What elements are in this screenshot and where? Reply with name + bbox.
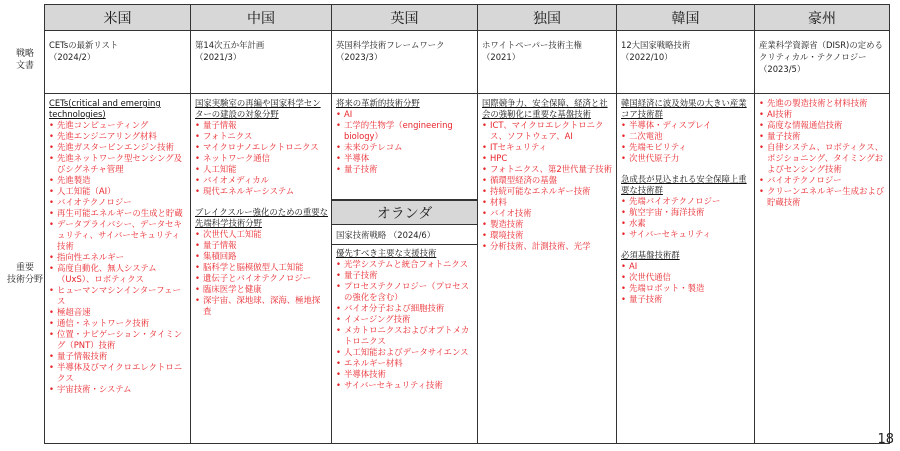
list-item: • 半導体・ディスプレイ — [621, 120, 751, 131]
list-item: • ヒューマンマシンインターフェース — [49, 285, 187, 307]
cell-nl — [331, 245, 478, 444]
cell-us — [44, 94, 191, 444]
cell-uk — [331, 94, 478, 200]
doc-kr: 12大国家戦略技術 （2022/10） — [616, 31, 755, 94]
doc-cn: 第14次五か年計画 （2021/3） — [190, 31, 332, 94]
row-label-doc: 戦略 文書 — [15, 49, 34, 71]
doc-nl: 国家技術戦略 （2024/6） — [331, 225, 478, 245]
au-list — [759, 98, 886, 208]
doc-de: ホワイトペーパー技術主権 （2021） — [477, 31, 617, 94]
list-item: • 次世代原子力 — [621, 153, 751, 164]
cn-section2-title: ブレイクスルー強化のための重要な先端科学技術分野 — [195, 207, 328, 228]
list-item: • 指向性エネルギー — [49, 252, 187, 263]
list-item: • 通信・ネットワーク技術 — [49, 318, 187, 329]
kr-list2 — [621, 196, 751, 240]
list-item: • バイオ分子および細胞技術 — [336, 303, 474, 314]
de-list — [482, 120, 613, 252]
list-item: • 人工知能（AI） — [49, 186, 187, 197]
list-item: • 集積回路 — [195, 251, 328, 262]
list-item: • 量子情報 — [195, 240, 328, 251]
list-item: • 人工知能 — [195, 164, 328, 175]
list-item: • HPC — [482, 153, 613, 164]
header-kr: 韓国 — [616, 4, 755, 31]
list-item: • 先端バイオテクノロジー — [621, 196, 751, 207]
list-item: • バイオテクノロジー — [759, 175, 886, 186]
list-item: • 高度自動化、無人システム（UxS）、ロボティクス — [49, 263, 187, 285]
list-item: • サイバーセキュリティ技術 — [336, 380, 474, 391]
list-item: • 先端モビリティ — [621, 142, 751, 153]
list-item: • 先進エンジニアリング材料 — [49, 131, 187, 142]
list-item: • 次世代通信 — [621, 272, 751, 283]
list-item: • 再生可能エネルギーの生成と貯蔵 — [49, 208, 187, 219]
page-number: 18 — [877, 432, 894, 447]
kr-list1 — [621, 120, 751, 164]
uk-section-title: 将来の革新的技術分野 — [336, 98, 420, 108]
list-item: • 人工知能およびデータサイエンス — [336, 347, 474, 358]
list-item: • 水素 — [621, 218, 751, 229]
kr-section2-title: 急成長が見込まれる安全保障上重要な技術群 — [621, 174, 747, 195]
list-item: • 量子情報 — [195, 120, 328, 131]
list-item: • AI技術 — [759, 109, 886, 120]
cell-cn — [190, 94, 332, 444]
list-item: • エネルギー材料 — [336, 358, 474, 369]
list-item: • 次世代人工知能 — [195, 229, 328, 240]
list-item: • 極超音速 — [49, 307, 187, 318]
list-item: • 臨床医学と健康 — [195, 284, 328, 295]
list-item: • 自律システム、ロボティクス、ポジショニング、タイミングおよびセンシング技術 — [759, 142, 886, 175]
list-item: • イメージング技術 — [336, 314, 474, 325]
header-de: 独国 — [477, 4, 617, 31]
cell-au — [754, 94, 890, 444]
header-us: 米国 — [44, 4, 191, 31]
list-item: • 先進ガスタービンエンジン技術 — [49, 142, 187, 153]
list-item: • 先進コンピューティング — [49, 120, 187, 131]
list-item: • ネットワーク通信 — [195, 153, 328, 164]
list-item: • バイオメディカル — [195, 175, 328, 186]
kr-section3-title: 必須基盤技術群 — [621, 250, 680, 260]
list-item: • 先端ロボット・製造 — [621, 283, 751, 294]
list-item: • プロセステクノロジー（プロセスの強化を含む） — [336, 281, 474, 303]
list-item: • 半導体技術 — [336, 369, 474, 380]
kr-section1-title: 韓国経済に波及効果の大きい産業コア技術群 — [621, 98, 747, 119]
doc-uk: 英国科学技術フレームワーク（2023/3） — [331, 31, 478, 94]
comparison-table — [6, 4, 890, 444]
cn-list2 — [195, 229, 328, 317]
cn-section1-title: 国家実験室の再編や国家科学センターの建設の対象分野 — [195, 98, 321, 119]
header-au: 豪州 — [754, 4, 890, 31]
list-item: • 先進ネットワーク型センシング及びシグネチャ管理 — [49, 153, 187, 175]
list-item: • 量子技術 — [621, 294, 751, 305]
list-item: • メカトロニクスおよびオプトメカトロニクス — [336, 325, 474, 347]
list-item: • 量子技術 — [336, 270, 474, 281]
us-list — [49, 120, 187, 395]
cell-kr — [616, 94, 755, 444]
doc-us: CETsの最新リスト （2024/2） — [44, 31, 191, 94]
header-uk: 英国 — [331, 4, 478, 31]
list-item: • 量子情報技術 — [49, 351, 187, 362]
list-item: • 半導体及びマイクロエレクトロニクス — [49, 362, 187, 384]
list-item: • 遺伝子とバイオテクノロジー — [195, 273, 328, 284]
list-item: • 循環型経済の基盤 — [482, 175, 613, 186]
list-item: • 環境技術 — [482, 230, 613, 241]
list-item: • AI — [621, 261, 751, 272]
list-item: • 位置・ナビゲーション・タイミング（PNT）技術 — [49, 329, 187, 351]
list-item: • サイバーセキュリティ — [621, 229, 751, 240]
nl-section-title: 優先すべき主要な支援技術 — [336, 248, 437, 258]
list-item: • 材料 — [482, 197, 613, 208]
list-item: • フォトニクス、第2世代量子技術 — [482, 164, 613, 175]
list-item: • 航空宇宙・海洋技術 — [621, 207, 751, 218]
kr-list3 — [621, 261, 751, 305]
list-item: • 現代エネルギーシステム — [195, 186, 328, 197]
cn-list1 — [195, 120, 328, 197]
uk-list — [336, 109, 474, 175]
list-item: • マイクロナノエレクトロニクス — [195, 142, 328, 153]
list-item: • 光学システムと統合フォトニクス — [336, 259, 474, 270]
us-section-title: CETs(critical and emerging technologies) — [49, 98, 161, 119]
list-item: • フォトニクス — [195, 131, 328, 142]
list-item: • バイオテクノロジー — [49, 197, 187, 208]
list-item: • バイオ技術 — [482, 208, 613, 219]
nl-list — [336, 259, 474, 391]
list-item: • 高度な情報通信技術 — [759, 120, 886, 131]
list-item: • クリーンエネルギー生成および貯蔵技術 — [759, 186, 886, 208]
list-item: • 量子技術 — [759, 131, 886, 142]
header-nl: オランダ — [331, 200, 478, 225]
list-item: • AI — [336, 109, 474, 120]
list-item: • 分析技術、計測技術、光学 — [482, 241, 613, 252]
list-item: • 先進製造 — [49, 175, 187, 186]
list-item: • 製造技術 — [482, 219, 613, 230]
list-item: • 持続可能なエネルギー技術 — [482, 186, 613, 197]
list-item: • 未来のテレコム — [336, 142, 474, 153]
doc-au: 産業科学資源省（DISR)の定めるクリティカル・テクノロジー（2023/5） — [754, 31, 890, 94]
list-item: • 深宇宙、深地球、深海、極地探査 — [195, 295, 328, 317]
de-section-title: 国際競争力、安全保障、経済と社会の強靭化に重要な基盤技術 — [482, 98, 608, 119]
list-item: • 二次電池 — [621, 131, 751, 142]
list-item: • 脳科学と脳模倣型人工知能 — [195, 262, 328, 273]
list-item: • 宇宙技術・システム — [49, 384, 187, 395]
row-label-fields: 重要 技術分野 — [6, 263, 43, 285]
list-item: • 量子技術 — [336, 164, 474, 175]
list-item: • 先進の製造技術と材料技術 — [759, 98, 886, 109]
list-item: • ITセキュリティ — [482, 142, 613, 153]
list-item: • 工学的生物学（engineering biology） — [336, 120, 474, 142]
cell-de — [477, 94, 617, 444]
header-cn: 中国 — [190, 4, 332, 31]
list-item: • ICT、マイクロエレクトロニクス、ソフトウェア、AI — [482, 120, 613, 142]
list-item: • 半導体 — [336, 153, 474, 164]
list-item: • データプライバシー、データセキュリティ、サイバーセキュリティ技術 — [49, 219, 187, 252]
